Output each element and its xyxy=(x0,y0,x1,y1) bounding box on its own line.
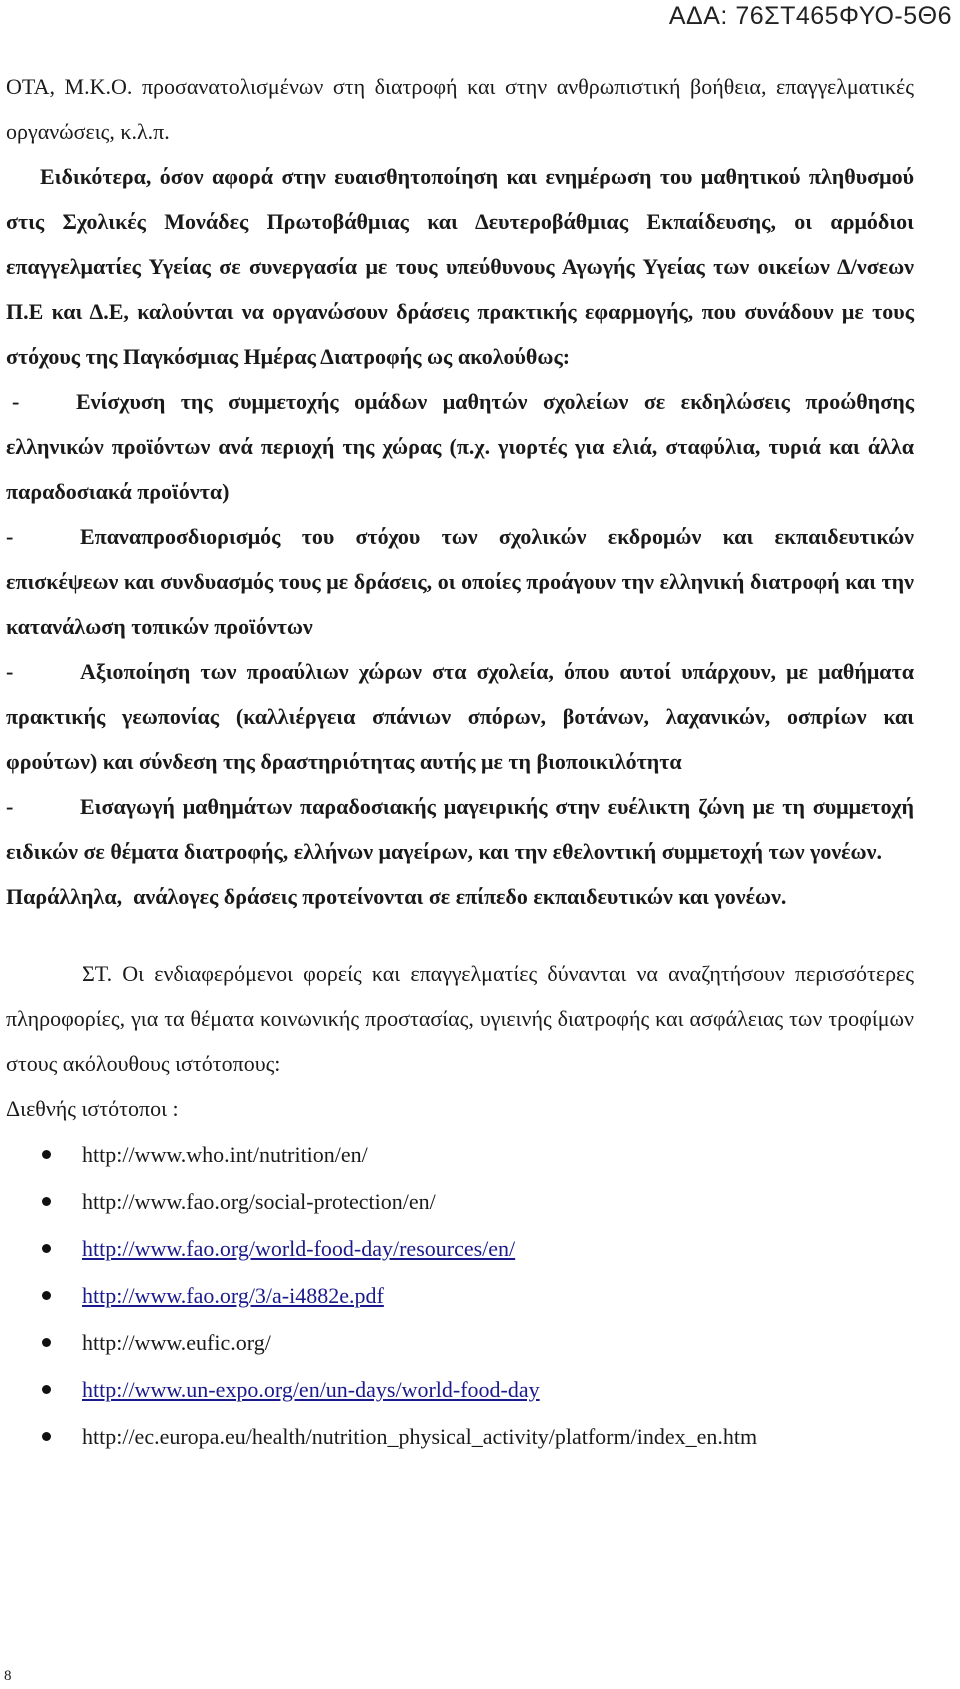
specific-paragraph: Ειδικότερα, όσον αφορά στην ευαισθητοποίηση και ενημέρωση του μαθητικού πληθυσμού στις Σχολικές Μονάδες Πρωτοβάθμιας και Δευτεροβάθμιας Εκπαίδευσης, οι αρμόδιοι επαγγελματίες Υγείας σε συνεργασία με τους υπεύθυνους Αγωγής Υγείας των οικείων Δ/νσεων Π.Ε και Δ.Ε, καλούνται να οργανώσουν δράσεις πρακτικής εφαρμογής, που συνάδουν με τους στόχους της Παγκόσμιας Ημέρας Διατροφής ως ακολούθως: xyxy=(6,164,914,369)
website-item xyxy=(6,1178,914,1225)
bullet-icon xyxy=(42,1150,51,1159)
action-text: Εισαγωγή μαθημάτων παραδοσιακής μαγειρικής στην ευέλικτη ζώνη με τη συμμετοχή ειδικών σε θέματα διατροφής, ελλήνων μαγείρων, και την εθελοντική συμμετοχή των γονέων. xyxy=(6,794,914,864)
website-link[interactable]: http://www.fao.org/3/a-i4882e.pdf xyxy=(82,1283,384,1308)
website-item xyxy=(6,1413,914,1460)
website-url: http://www.who.int/nutrition/en/ xyxy=(82,1142,368,1167)
website-item xyxy=(6,1319,914,1366)
action-text: Ενίσχυση της συμμετοχής ομάδων μαθητών σχολείων σε εκδηλώσεις προώθησης ελληνικών προϊόντων ανά περιοχή της χώρας (π.χ. γιορτές για ελιά, σταφύλια, τυριά και άλλα παραδοσιακά προϊόντα) xyxy=(6,389,914,504)
dash-marker: - xyxy=(12,389,20,414)
website-link[interactable]: http://www.un-expo.org/en/un-days/world-food-day xyxy=(82,1377,540,1402)
intro-paragraph: ΟΤΑ, Μ.Κ.Ο. προσανατολισμένων στη διατροφή και στην ανθρωπιστική βοήθεια, επαγγελματικές οργανώσεις, κ.λ.π. xyxy=(6,74,914,144)
action-text: Αξιοποίηση των προαύλιων χώρων στα σχολεία, όπου αυτοί υπάρχουν, με μαθήματα πρακτικής γεωπονίας (καλλιέργεια σπάνιων σπόρων, βοτάνων, λαχανικών, οσπρίων και φρούτων) και σύνδεση της δραστηριότητας αυτής με τη βιοποικιλότητα xyxy=(6,659,914,774)
website-url: http://ec.europa.eu/health/nutrition_physical_activity/platform/index_en.htm xyxy=(82,1424,758,1449)
action-item-3 xyxy=(6,649,914,784)
website-item xyxy=(6,1131,914,1178)
website-url: http://www.fao.org/social-protection/en/ xyxy=(82,1189,436,1214)
section-gap xyxy=(6,919,914,951)
website-list xyxy=(6,1131,914,1460)
action-item-4 xyxy=(6,784,914,874)
bullet-icon xyxy=(42,1338,51,1347)
parallel-paragraph: Παράλληλα, ανάλογες δράσεις προτείνονται σε επίπεδο εκπαιδευτικών και γονέων. xyxy=(6,884,787,909)
page-number: 8 xyxy=(4,1668,12,1684)
action-text: Επαναπροσδιορισμός του στόχου των σχολικών εκδρομών και εκπαιδευτικών επισκέψεων και συνδυασμός τους με δράσεις, οι οποίες προάγουν την ελληνική διατροφή και την κατανάλωση τοπικών προϊόντων xyxy=(6,524,914,639)
dash-marker: - xyxy=(6,794,14,819)
bullet-icon xyxy=(42,1291,51,1300)
action-item-2 xyxy=(6,514,914,649)
website-item xyxy=(6,1366,914,1413)
document-page xyxy=(6,64,914,1460)
ada-code: ΑΔΑ: 76ΣΤ465ΦΥΟ-5Θ6 xyxy=(668,2,952,30)
bullet-icon xyxy=(42,1385,51,1394)
bullet-icon xyxy=(42,1244,51,1253)
bullet-icon xyxy=(42,1432,51,1441)
dash-marker: - xyxy=(6,659,14,684)
website-item xyxy=(6,1225,914,1272)
website-url: http://www.eufic.org/ xyxy=(82,1330,271,1355)
bullet-icon xyxy=(42,1197,51,1206)
section-st-paragraph: ΣΤ. Οι ενδιαφερόμενοι φορείς και επαγγελματίες δύνανται να αναζητήσουν περισσότερες πληροφορίες, για τα θέματα κοινωνικής προστασίας, υγιεινής διατροφής και ασφάλειας των τροφίμων στους ακόλουθους ιστότοπους: xyxy=(6,961,914,1076)
sites-heading: Διεθνής ιστότοποι : xyxy=(6,1096,179,1121)
website-item xyxy=(6,1272,914,1319)
action-item-1 xyxy=(6,379,914,514)
dash-marker: - xyxy=(6,524,14,549)
website-link[interactable]: http://www.fao.org/world-food-day/resources/en/ xyxy=(82,1236,516,1261)
